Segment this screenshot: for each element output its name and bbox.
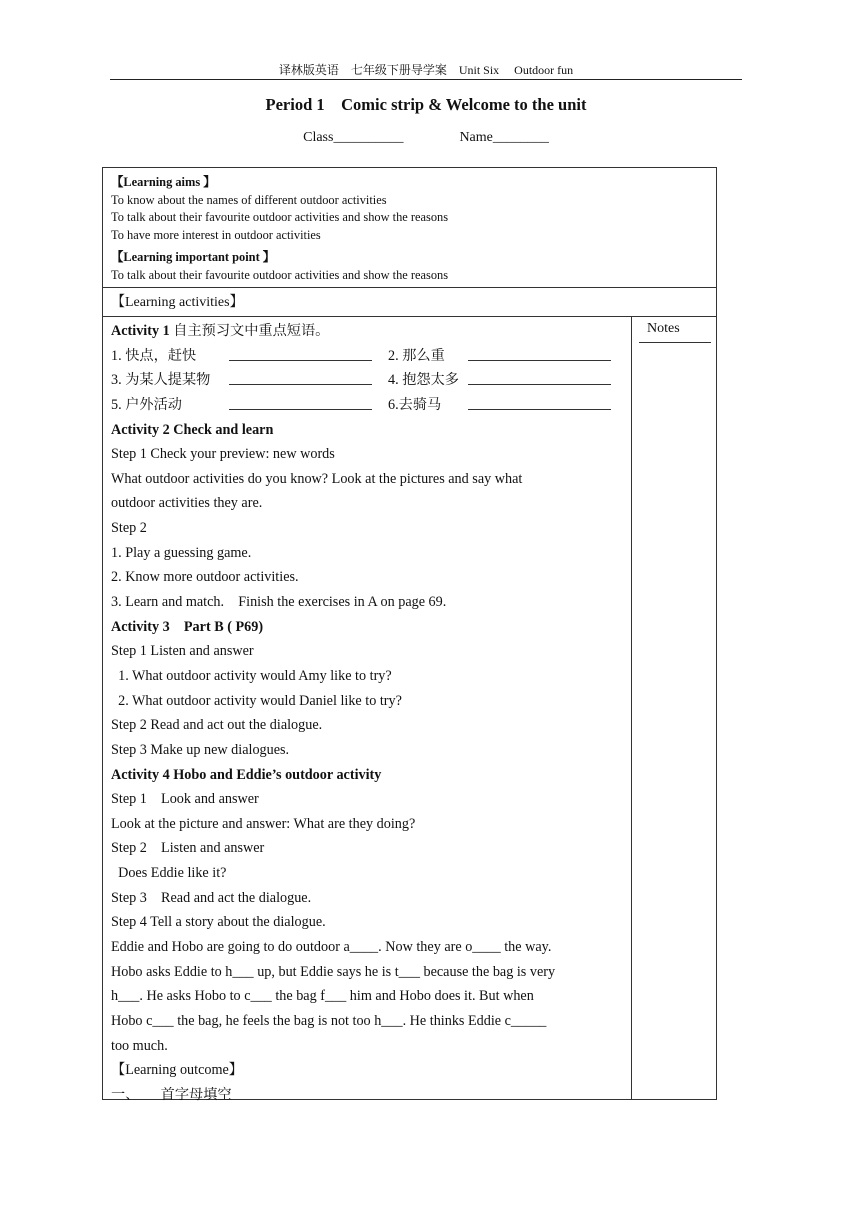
activities-content: [111, 319, 626, 1108]
outcome-first-item: 一、 首字母填空: [111, 1086, 232, 1103]
story-text: Hobo c___ the bag, he feels the bag is not too h___. He thinks Eddie c_____: [111, 1012, 547, 1029]
activity2-heading: Activity 2 Check and learn: [111, 421, 274, 438]
activity4-line: Step 2 Listen and answer: [111, 840, 265, 857]
activity2-line: Step 1 Check your preview: new words: [111, 446, 335, 463]
header-rule: [110, 79, 742, 80]
activity2-line: outdoor activities they are.: [111, 495, 263, 512]
activity1-label: Activity 1: [111, 323, 170, 339]
answer-blank-5[interactable]: [229, 393, 372, 410]
important-point-heading: 【Learning important point 】: [111, 250, 276, 265]
answer-blank-1[interactable]: [229, 344, 372, 361]
page-title: Period 1 Comic strip & Welcome to the unit: [265, 95, 587, 114]
phrase-4: 4. 抱怨太多: [388, 372, 459, 389]
activity4-line: Look at the picture and answer: What are they doing?: [111, 815, 416, 832]
aim-item: To have more interest in outdoor activities: [111, 227, 321, 242]
phrase-1: 1. 快点，赶快: [111, 347, 197, 364]
activity3-line: 2. What outdoor activity would Daniel like to try?: [111, 692, 402, 709]
activities-table: [102, 316, 717, 1103]
activity3-heading: Activity 3 Part B ( P69): [111, 618, 264, 635]
phrase-row: [111, 344, 626, 369]
activity3-line: Step 2 Read and act out the dialogue.: [111, 717, 323, 734]
phrase-3: 3. 为某人提某物: [111, 372, 211, 389]
activity3-line: Step 1 Listen and answer: [111, 643, 254, 660]
answer-blank-2[interactable]: [468, 344, 611, 361]
activity2-line: Step 2: [111, 520, 147, 537]
phrase-row: [111, 368, 626, 393]
aim-item: To know about the names of different outdoor activities: [111, 192, 387, 207]
page-header: 译林版英语 七年级下册导学案 Unit Six Outdoor fun: [278, 63, 574, 77]
story-text: too much.: [111, 1037, 168, 1054]
learning-aims-box: [102, 167, 717, 288]
column-divider: [631, 317, 632, 1099]
story-text: Eddie and Hobo are going to do outdoor a____. Now they are o____ the way.: [111, 939, 552, 956]
answer-blank-3[interactable]: [229, 368, 372, 385]
activity3-line: 1. What outdoor activity would Amy like to try?: [111, 667, 392, 684]
phrase-2: 2. 那么重: [388, 347, 445, 364]
learning-aims-heading: 【Learning aims 】: [111, 175, 216, 189]
activity4-line: Does Eddie like it?: [111, 865, 227, 882]
story-text: Hobo asks Eddie to h___ up, but Eddie says he is t___ because the bag is very: [111, 963, 556, 980]
story-text: h___. He asks Hobo to c___ the bag f___ him and Hobo does it. But when: [111, 988, 534, 1005]
notes-label: Notes: [639, 319, 711, 343]
activity4-heading: Activity 4 Hobo and Eddie’s outdoor activity: [111, 766, 382, 783]
phrase-5: 5. 户外活动: [111, 396, 182, 413]
class-name-line: Class__________ Name________: [303, 130, 549, 145]
phrase-row: [111, 393, 626, 418]
activity4-line: Step 3 Read and act the dialogue.: [111, 889, 312, 906]
activity4-line: Step 1 Look and answer: [111, 791, 259, 808]
activity1-text: 自主预习文中重点短语。: [169, 323, 330, 339]
activity2-line: What outdoor activities do you know? Look at the pictures and say what: [111, 470, 523, 487]
activity3-line: Step 3 Make up new dialogues.: [111, 741, 290, 758]
activity4-line: Step 4 Tell a story about the dialogue.: [111, 914, 326, 931]
activity2-line: 2. Know more outdoor activities.: [111, 569, 299, 586]
learning-outcome-heading: 【Learning outcome】: [111, 1062, 243, 1079]
answer-blank-6[interactable]: [468, 393, 611, 410]
important-point-text: To talk about their favourite outdoor activities and show the reasons: [111, 267, 449, 282]
activity1-line: [111, 319, 626, 344]
aim-item: To talk about their favourite outdoor activities and show the reasons: [111, 210, 449, 225]
activity2-line: 3. Learn and match. Finish the exercises in A on page 69.: [111, 594, 447, 611]
learning-activities-heading: 【Learning activities】: [102, 287, 717, 317]
answer-blank-4[interactable]: [468, 368, 611, 385]
phrase-6: 6.去骑马: [388, 396, 442, 413]
activity2-line: 1. Play a guessing game.: [111, 544, 252, 561]
